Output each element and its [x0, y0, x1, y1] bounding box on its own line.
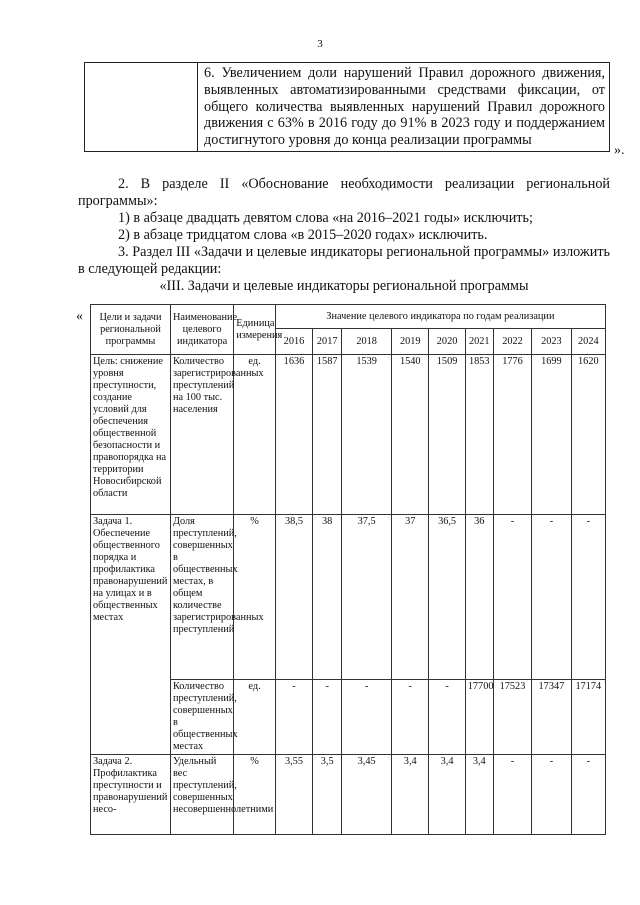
year-header: 2016: [275, 329, 312, 355]
value-cell: 1540: [392, 355, 429, 515]
value-cell: 38,5: [275, 515, 312, 680]
value-cell: 38: [313, 515, 342, 680]
header-indicator: Наименование целевого индикатора: [170, 305, 233, 355]
value-cell: 36,5: [429, 515, 465, 680]
value-cell: 17174: [571, 680, 605, 755]
header-goals: Цели и задачи региональной программы: [91, 305, 171, 355]
unit-cell: ед.: [234, 355, 276, 515]
value-cell: 37,5: [342, 515, 392, 680]
paragraph-item-2: 2) в абзаце тридцатом слова «в 2015–2020 годах» исключить.: [118, 227, 488, 243]
year-header: 2019: [392, 329, 429, 355]
value-cell: 3,55: [275, 755, 312, 835]
table-row: [91, 755, 606, 835]
year-header: 2020: [429, 329, 465, 355]
value-cell: -: [429, 680, 465, 755]
value-cell: -: [342, 680, 392, 755]
indicator-cell: Доля преступлений, совершенных в общественных местах, в общем количестве зарегистрированных преступлений: [170, 515, 233, 680]
value-cell: 1776: [493, 355, 531, 515]
year-header: 2021: [465, 329, 493, 355]
indicators-table: [90, 304, 606, 835]
value-cell: 1587: [313, 355, 342, 515]
value-cell: 17347: [532, 680, 571, 755]
value-cell: 17700: [465, 680, 493, 755]
value-cell: 36: [465, 515, 493, 680]
unit-cell: ед.: [234, 680, 276, 755]
value-cell: 1539: [342, 355, 392, 515]
page-number: 3: [317, 38, 323, 50]
year-header: 2023: [532, 329, 571, 355]
value-cell: -: [532, 515, 571, 680]
value-cell: 1853: [465, 355, 493, 515]
year-header: 2022: [493, 329, 531, 355]
unit-cell: %: [234, 515, 276, 680]
value-cell: -: [493, 515, 531, 680]
value-cell: -: [493, 755, 531, 835]
paragraph-item-1: 1) в абзаце двадцать девятом слова «на 2016–2021 годы» исключить;: [118, 210, 533, 226]
value-cell: 1636: [275, 355, 312, 515]
goal-cell: Задача 1. Обеспечение общественного порядка и профилактика правонарушений на улицах и в общественных местах: [91, 515, 171, 755]
header-unit: Единица измерения: [234, 305, 276, 355]
goal-cell: Цель: снижение уровня преступности, создание условий для обеспечения общественной безопасности и правопорядка на территории Новосибирской области: [91, 355, 171, 515]
value-cell: -: [313, 680, 342, 755]
value-cell: -: [571, 755, 605, 835]
indicator-cell: Количество преступлений, совершенных в общественных местах: [170, 680, 233, 755]
table-row: [91, 515, 606, 680]
value-cell: 3,4: [392, 755, 429, 835]
value-cell: 3,4: [429, 755, 465, 835]
unit-cell: %: [234, 755, 276, 835]
table-row: [91, 355, 606, 515]
value-cell: 3,45: [342, 755, 392, 835]
year-header: 2018: [342, 329, 392, 355]
paragraph-section-3: 3. Раздел III «Задачи и целевые индикаторы региональной программы» изложить в следующей редакции:: [78, 244, 610, 277]
opening-quote: «: [76, 309, 83, 324]
continuation-table: [84, 62, 610, 152]
year-header: 2017: [313, 329, 342, 355]
value-cell: 37: [392, 515, 429, 680]
section-title: «III. Задачи и целевые индикаторы региональной программы: [159, 278, 529, 294]
header-values: Значение целевого индикатора по годам реализации: [275, 305, 605, 329]
value-cell: 17523: [493, 680, 531, 755]
value-cell: 3,5: [313, 755, 342, 835]
closing-quote: ».: [614, 143, 625, 158]
value-cell: 3,4: [465, 755, 493, 835]
indicator-cell: Удельный вес преступлений, совершенных несовершеннолетними: [170, 755, 233, 835]
value-cell: -: [532, 755, 571, 835]
indicator-cell: Количество зарегистрированных преступлений на 100 тыс. населения: [170, 355, 233, 515]
empty-cell: [85, 63, 198, 152]
value-cell: -: [571, 515, 605, 680]
value-cell: -: [392, 680, 429, 755]
year-header: 2024: [571, 329, 605, 355]
value-cell: 1699: [532, 355, 571, 515]
value-cell: 1620: [571, 355, 605, 515]
value-cell: -: [275, 680, 312, 755]
value-cell: 1509: [429, 355, 465, 515]
goal-cell: Задача 2. Профилактика преступности и правонарушений несо-: [91, 755, 171, 835]
item-6-text: 6. Увеличением доли нарушений Правил дорожного движения, выявленных автоматизированными средствами фиксации, от общего количества выявленных нарушений Правил дорожного движения с 63% в 2016 году до 91% в 2023 году и поддержанием достигнутого уровня до конца реализации программы: [198, 63, 610, 152]
paragraph-section-2: 2. В разделе II «Обоснование необходимости реализации региональной программы»:: [78, 176, 610, 209]
